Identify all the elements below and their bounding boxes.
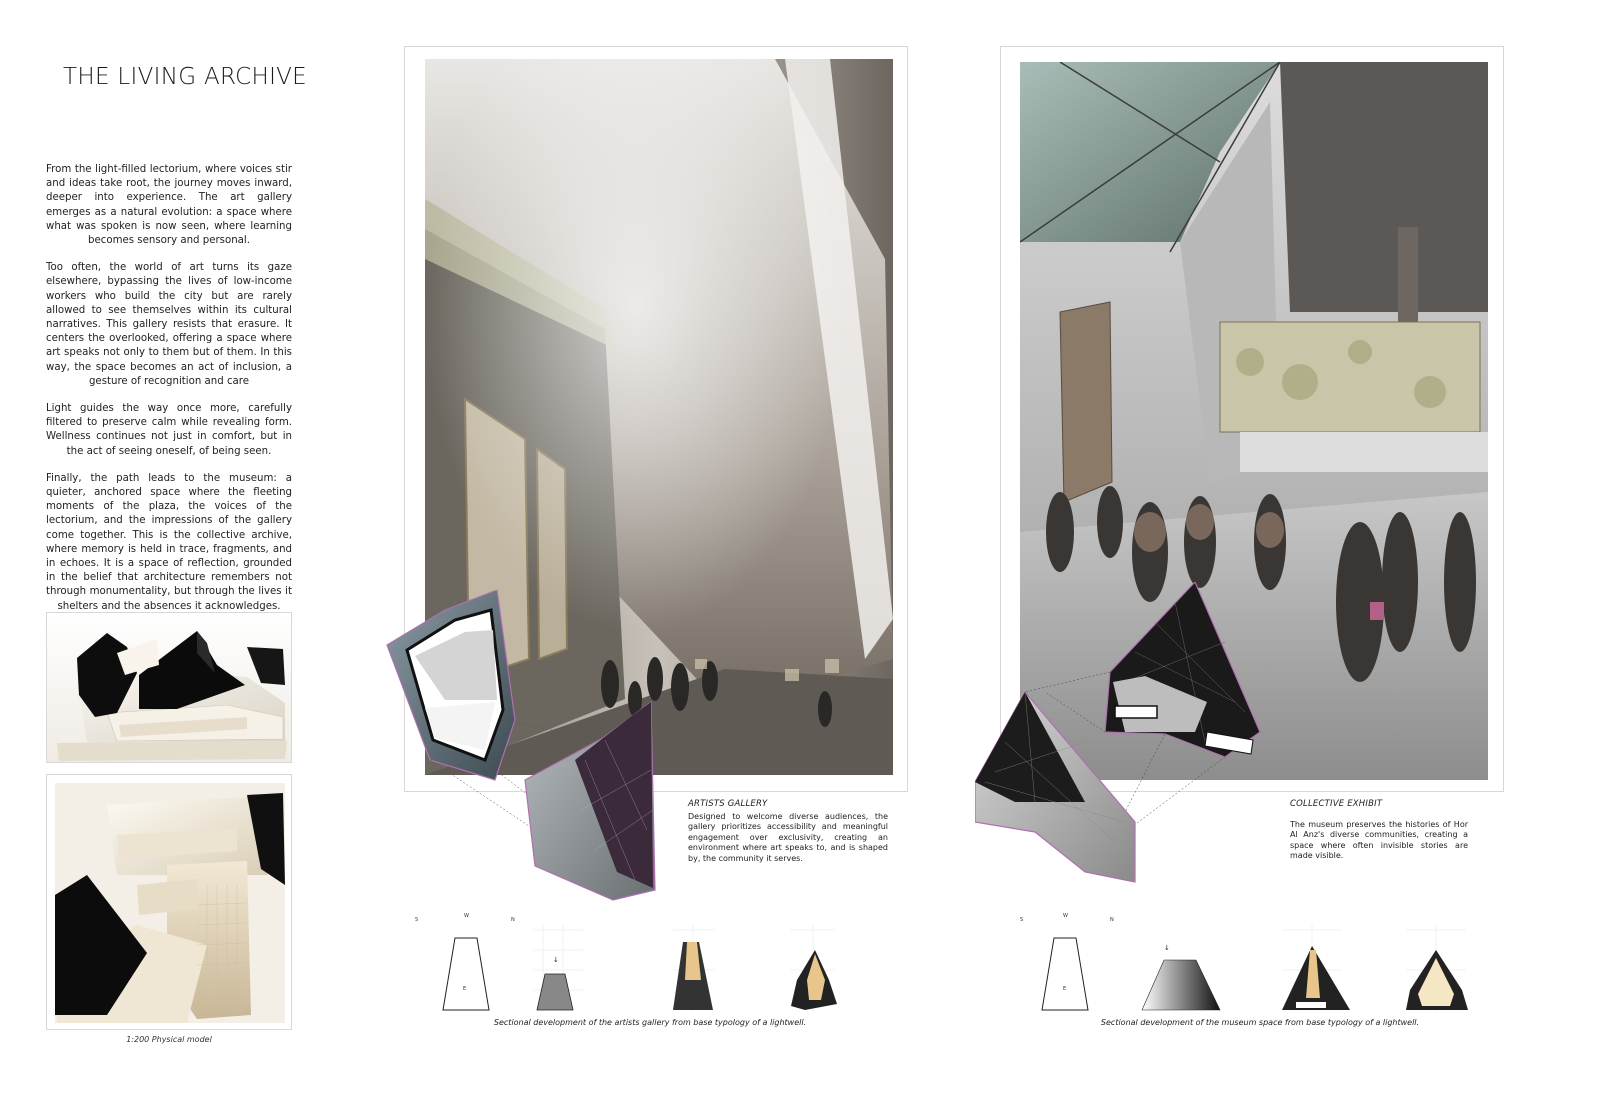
compass-w: W [464,913,469,919]
compass-n: N [511,917,515,923]
exhibit-section-diagrams [1020,910,1480,1020]
gallery-section-caption: Sectional development of the artists gallery from base typology of a lightwell. [493,1018,807,1027]
exhibit-caption-title: COLLECTIVE EXHIBIT [1290,799,1383,809]
physical-model-photo-1 [46,612,292,763]
gallery-axonometric [385,590,675,910]
compass-s: S [1020,917,1024,923]
compass-s: S [415,917,419,923]
svg-text:↓: ↓ [1164,944,1170,952]
physical-model-photo-2 [46,774,292,1030]
gallery-caption-body: Designed to welcome diverse audiences, the gallery prioritizes accessibility and meaningful engagement over exclusivity, creating an environment where art speaks to, and is shaped by, the community it serves. [688,812,888,863]
gallery-section-diagrams [415,910,865,1020]
intro-paragraph: Finally, the path leads to the museum: a quieter, anchored space where the fleeting moments of the plaza, the voices of the lectorium, and the impressions of the gallery come together. This is the collective archive, where memory is held in trace, fragments, and in echoes. It is a space of reflection, grounded in the belief that architecture remembers not through monumentality, but through the lives it shelters and the absences it acknowledges. [46,472,292,612]
compass-e: E [1063,986,1067,992]
svg-text:↓: ↓ [553,956,559,964]
page-title: THE LIVING ARCHIVE [63,64,308,90]
compass-labels [415,913,515,992]
intro-paragraph: From the light-filled lectorium, where voices stir and ideas take root, the journey moves inward, deeper into experience. The art gallery emerges as a natural evolution: a space where what was spoken is now seen, where learning becomes sensory and personal. [46,164,292,247]
intro-text [46,163,292,627]
intro-paragraph: Too often, the world of art turns its gaze elsewhere, bypassing the lives of low-income workers who build the city but are rarely allowed to see themselves within its cultural narratives. This gallery resists that erasure. It centers the overlooked, offering a space where art speaks not only to them but of them. In this way, the space becomes an act of inclusion, a gesture of recognition and care [46,262,292,387]
compass-labels [1020,913,1114,992]
exhibit-section-caption: Sectional development of the museum space from base typology of a lightwell. [1100,1018,1420,1027]
exhibit-caption-body: The museum preserves the histories of Hor Al Anz's diverse communities, creating a space where often invisible stories are made visible. [1290,820,1468,861]
gallery-caption-title: ARTISTS GALLERY [688,799,768,809]
compass-e: E [463,986,467,992]
intro-paragraph: Light guides the way once more, carefully filtered to preserve calm while revealing form. Wellness continues not just in comfort, but in the act of seeing oneself, of being seen. [46,403,292,457]
exhibit-axonometric [975,582,1295,902]
model-caption: 1:200 Physical model [126,1035,212,1044]
compass-w: W [1063,913,1068,919]
compass-n: N [1110,917,1114,923]
